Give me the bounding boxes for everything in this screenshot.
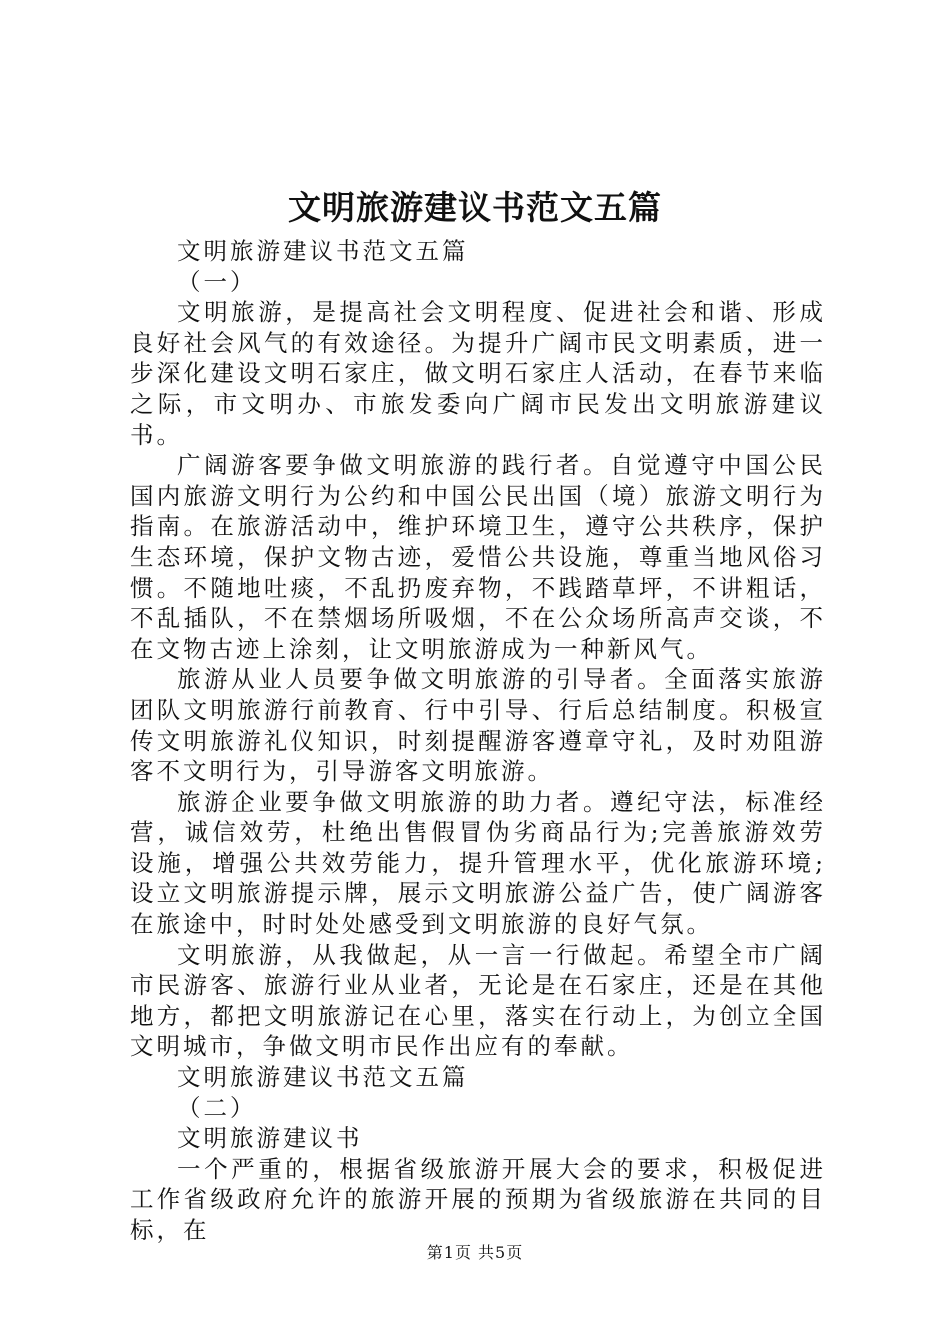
- body-paragraph: 文明旅游，从我做起，从一言一行做起。希望全市广阔市民游客、旅游行业从业者，无论是在石家庄，还是在其他地方，都把文明旅游记在心里，落实在行动上，为创立全国文明城市，争做文明市民作出应有的奉献。: [130, 940, 826, 1061]
- section-number: （二）: [177, 1093, 257, 1122]
- body-paragraph: 广阔游客要争做文明旅游的践行者。自觉遵守中国公民国内旅游文明行为公约和中国公民出国（境）旅游文明行为指南。在旅游活动中，维护环境卫生，遵守公共秩序，保护生态环境，保护文物古迹，爱惜公共设施，尊重当地风俗习惯。不随地吐痰，不乱扔废弃物，不践踏草坪，不讲粗话，不乱插队，不在禁烟场所吸烟，不在公众场所高声交谈，不在文物古迹上涂刻，让文明旅游成为一种新风气。: [130, 451, 826, 663]
- body-paragraph: 文明旅游，是提高社会文明程度、促进社会和谐、形成良好社会风气的有效途径。为提升广阔市民文明素质，进一步深化建设文明石家庄，做文明石家庄人活动，在春节来临之际，市文明办、市旅发委向广阔市民发出文明旅游建议书。: [130, 298, 826, 449]
- body-paragraph: 旅游企业要争做文明旅游的助力者。遵纪守法，标准经营，诚信效劳，杜绝出售假冒伪劣商品行为;完善旅游效劳设施，增强公共效劳能力，提升管理水平，优化旅游环境;设立文明旅游提示牌，展示文明旅游公益广告，使广阔游客在旅途中，时时处处感受到文明旅游的良好气氛。: [130, 787, 826, 939]
- body-paragraph: 一个严重的，根据省级旅游开展大会的要求，积极促进工作省级政府允许的旅游开展的预期为省级旅游在共同的目标，在: [130, 1154, 826, 1244]
- document-body: [130, 236, 826, 1246]
- section-heading: 文明旅游建议书: [177, 1124, 363, 1153]
- page-footer: 第1页 共5页: [426, 1243, 524, 1262]
- subtitle-paragraph: 文明旅游建议书范文五篇: [177, 1063, 469, 1092]
- body-paragraph: 旅游从业人员要争做文明旅游的引导者。全面落实旅游团队文明旅游行前教育、行中引导、行后总结制度。积极宣传文明旅游礼仪知识，时刻提醒游客遵章守礼，及时劝阻游客不文明行为，引导游客文明旅游。: [130, 665, 826, 786]
- section-number: （一）: [177, 267, 257, 296]
- document-title: 文明旅游建议书范文五篇: [288, 188, 662, 227]
- subtitle-paragraph: 文明旅游建议书范文五篇: [177, 237, 469, 265]
